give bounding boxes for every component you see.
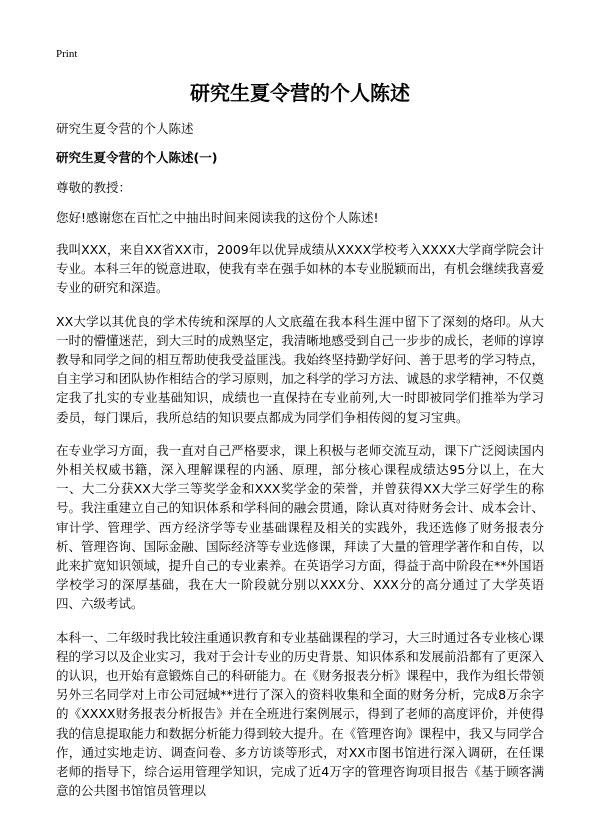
print-label: Print bbox=[56, 48, 78, 60]
body-text bbox=[56, 240, 544, 814]
paragraph-introduction: 我叫XXX，来自XX省XX市，2009年以优异成绩从XXXX学校考入XXXX大学商学院会计专业。本科三年的锐意进取，使我有幸在强手如林的本专业脱颖而出，有机会继续我喜爱专业的研究和深造。 bbox=[56, 242, 544, 296]
paragraph-academic-study: 在专业学习方面，我一直对自己严格要求，课上积极与老师交流互动，课下广泛阅读国内外相关权威书籍，深入理解课程的内涵、原理，部分核心课程成绩达95分以上，在大一、大二分获XX大学三等奖学金和XXX奖学金的荣誉，并曾获得XX大学三好学生的称号。我注重建立自己的知识体系和学科间的融会贯通，除认真对待财务会计、成本会计、审计学、管理学、西方经济学等专业基础课程及相关的实践外，我还选修了财务报表分析、管理咨询、国际金融、国际经济等专业选修课，拜读了大量的管理学著作和自传，以此来扩宽知识领域，提升自己的专业素养。在英语学习方面，得益于高中阶段在**外国语学校学习的深厚基础，我在大一阶段就分别以XXX分、XXX分的高分通过了大学英语四、六级考试。 bbox=[56, 442, 544, 612]
paragraph-research-practice: 本科一、二年级时我比较注重通识教育和专业基础课程的学习，大三时通过各专业核心课程的学习以及企业实习，我对于会计专业的历史背景、知识体系和发展前沿都有了更深入的认识，也开始有意锻炼自己的科研能力。在《财务报表分析》课程中，我作为组长带领另外三名同学对上市公司冠城**进行了深入的资料收集和全面的财务分析，完成8万余字的《XXXX财务报表分析报告》并在全班进行案例展示，得到了老师的高度评价，并使得我的信息提取能力和数据分析能力得到较大提升。在《管理咨询》课程中，我又与同学合作，通过实地走访、调查问卷、多方访谈等形式，对XX市图书馆进行深入调研，在任课老师的指导下，综合运用管理学知识，完成了近4万字的管理咨询项目报告《基于顾客满意的公共图书馆馆员管理以 bbox=[56, 629, 544, 799]
document-title: 研究生夏令营的个人陈述 bbox=[190, 81, 410, 105]
paragraph-university-experience: XX大学以其优良的学术传统和深厚的人文底蕴在我本科生涯中留下了深刻的烙印。从大一时的懵懂迷茫，到大三时的成熟坚定，我清晰地感受到自己一步步的成长，老师的谆谆教导和同学之间的相互帮助使我受益匪浅。我始终坚持勤学好问、善于思考的学习特点，自主学习和团队协作相结合的学习原则，加之科学的学习方法、诚恳的求学精神，不仅奠定我了扎实的专业基础知识，成绩也一直保持在专业前列,大一时即被同学们推举为学习委员，每门课后，我所总结的知识要点都成为同学们争相传阅的复习宝典。 bbox=[56, 313, 544, 425]
document-subtitle: 研究生夏令营的个人陈述 bbox=[56, 121, 194, 136]
section-heading: 研究生夏令营的个人陈述(一) bbox=[56, 150, 218, 165]
greeting: 尊敬的教授： bbox=[56, 180, 132, 195]
opening-line: 您好!感谢您在百忙之中抽出时间来阅读我的这份个人陈述! bbox=[56, 210, 379, 225]
